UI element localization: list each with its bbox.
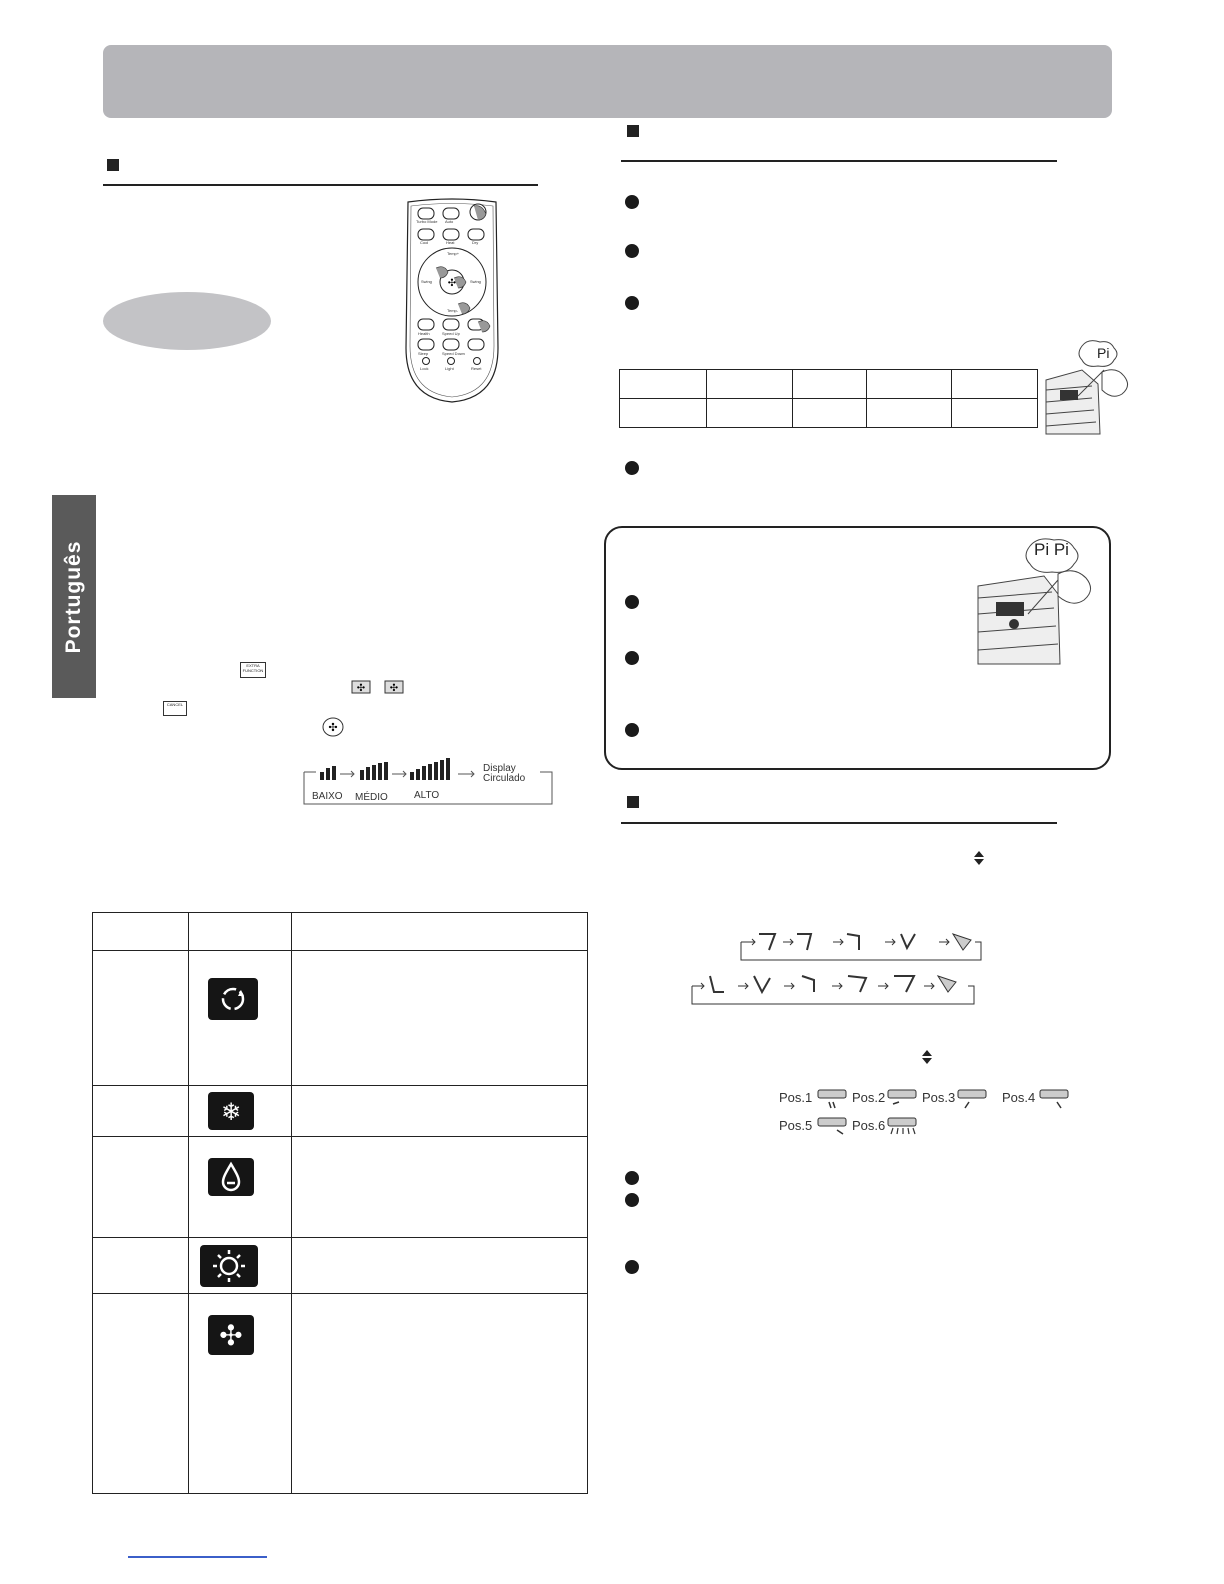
swing-updown-icon-2 [920, 1048, 934, 1066]
svg-text:❄: ❄ [220, 1098, 242, 1126]
fan-speed-high-label: ALTO [414, 790, 440, 801]
table-cell-description [292, 1238, 588, 1294]
louver-pos-5-label: Pos.5 [779, 1118, 813, 1133]
cool-mode-icon-drawing [208, 1092, 254, 1130]
table-row [93, 951, 588, 1086]
settings-table-row [620, 399, 1038, 428]
fan-speed-diagram [302, 756, 556, 808]
info-box [604, 526, 1111, 770]
dry-mode-icon [208, 1158, 254, 1196]
beep-pi-label: Pi [1097, 345, 1110, 361]
remote-auto-label: Auto [445, 219, 454, 224]
bullet-point [625, 1260, 639, 1274]
heat-mode-icon-drawing [200, 1245, 258, 1287]
section-marker-left [107, 159, 119, 171]
table-cell-description [292, 1137, 588, 1238]
table-header-cell-description [292, 913, 588, 951]
fan-speed-round-icon [322, 716, 344, 738]
section-marker-right-2 [627, 796, 639, 808]
bullet-point [625, 595, 639, 609]
remote-control-illustration [402, 198, 502, 403]
fan-icon-2 [384, 680, 404, 694]
louver-pos-2-drawing [887, 1088, 919, 1110]
mode-oval-label [103, 292, 271, 350]
dry-mode-icon-drawing [208, 1158, 254, 1196]
table-cell-description [292, 1294, 588, 1494]
bullet-point [625, 296, 639, 310]
remote-speed-up-label: Speed Up [442, 331, 460, 336]
beep-unit-illustration [1042, 340, 1142, 436]
swing-updown-icon-1 [972, 849, 986, 867]
remote-dry-label: Dry [472, 240, 479, 245]
louver-pos-6-drawing [887, 1116, 919, 1138]
mode-table [92, 912, 588, 1494]
page-header-bar [103, 45, 1112, 118]
louver-pos-5-icon [817, 1116, 849, 1138]
section-marker-right-1 [627, 125, 639, 137]
table-cell-description [292, 951, 588, 1086]
settings-table-cell [952, 399, 1038, 428]
remote-light-label: Light [445, 366, 454, 371]
remote-swing-left-label: Swing [421, 279, 432, 284]
table-cell-icon [189, 1294, 292, 1494]
louver-pos-4-drawing [1039, 1088, 1071, 1110]
svg-text:✣: ✣ [328, 721, 338, 734]
table-header-cell-mode [93, 913, 189, 951]
bullet-point [625, 1193, 639, 1207]
settings-table-cell [620, 370, 707, 399]
mode-table-header-row [93, 913, 588, 951]
table-row [93, 1238, 588, 1294]
swing-sequence-diagram-2 [688, 970, 978, 1008]
louver-pos-4-label: Pos.4 [1002, 1090, 1036, 1105]
remote-cool-label: Cool [420, 240, 429, 245]
info-box-unit-illustration [974, 534, 1096, 666]
table-header-cell-icon [189, 913, 292, 951]
auto-mode-icon [208, 978, 258, 1020]
bullet-point [625, 651, 639, 665]
language-label: Português [62, 540, 85, 653]
settings-table-cell [952, 370, 1038, 399]
swing-updown-icon-1-drawing [972, 849, 986, 867]
settings-table-cell [620, 399, 707, 428]
circulado-label: Circulado [483, 773, 526, 784]
table-cell-mode [93, 1086, 189, 1137]
language-side-tab [52, 495, 96, 698]
settings-table-row [620, 370, 1038, 399]
settings-table-cell [707, 399, 793, 428]
svg-text:✣: ✣ [356, 683, 366, 694]
table-cell-mode [93, 1294, 189, 1494]
fan-mode-icon [208, 1315, 254, 1355]
fan-speed-round-drawing [322, 716, 344, 738]
bullet-point [625, 195, 639, 209]
remote-sleep-label: Sleep [418, 351, 429, 356]
table-cell-icon [189, 951, 292, 1086]
louver-pos-4-icon [1039, 1088, 1071, 1110]
cool-mode-icon [208, 1092, 254, 1130]
table-cell-icon [189, 1086, 292, 1137]
louver-pos-6-label: Pos.6 [852, 1118, 886, 1133]
fan-speed-medium-label: MÉDIO [355, 792, 388, 803]
settings-table [619, 369, 1038, 428]
settings-table-cell [867, 399, 952, 428]
remote-speed-down-label: Speed Down [442, 351, 465, 356]
remote-temp-up-label: Temp+ [447, 251, 460, 256]
settings-table-cell [707, 370, 793, 399]
remote-health-label: Health [418, 331, 430, 336]
table-row [93, 1137, 588, 1238]
louver-pos-2-label: Pos.2 [852, 1090, 886, 1105]
table-cell-icon [189, 1238, 292, 1294]
louver-pos-2-icon [887, 1088, 919, 1110]
remote-control-drawing [402, 198, 502, 403]
remote-turbo-label: Turbo Mode [416, 219, 438, 224]
section-rule-right-1 [621, 160, 1057, 162]
settings-table-cell [793, 370, 867, 399]
louver-pos-1-drawing [817, 1088, 849, 1110]
beep-unit-drawing [1042, 340, 1142, 436]
louver-positions [779, 1088, 1079, 1148]
table-cell-mode [93, 1137, 189, 1238]
cancel-icon-text: CANCEL [166, 702, 184, 707]
louver-pos-6-icon [887, 1116, 919, 1138]
table-cell-icon [189, 1137, 292, 1238]
beep-pi-pi-label: Pi Pi [1034, 540, 1069, 559]
swing-sequence-2-drawing [688, 970, 978, 1008]
settings-table-cell [793, 399, 867, 428]
fan-icon-2-drawing [384, 680, 404, 694]
louver-pos-3-icon [957, 1088, 989, 1110]
remote-temp-down-label: Temp- [447, 308, 459, 313]
cancel-button-icon [163, 701, 187, 716]
svg-text:✣: ✣ [389, 683, 399, 694]
fan-icon-1 [351, 680, 371, 694]
remote-reset-label: Reset [471, 366, 482, 371]
remote-heat-label: Heat [446, 240, 455, 245]
table-cell-mode [93, 951, 189, 1086]
swing-sequence-1-drawing [735, 928, 985, 962]
table-row [93, 1086, 588, 1137]
auto-mode-icon-drawing [208, 978, 258, 1020]
section-rule-left [103, 184, 538, 186]
settings-table-cell [867, 370, 952, 399]
display-label: Display [483, 763, 516, 774]
louver-pos-1-icon [817, 1088, 849, 1110]
svg-text:✣: ✣ [219, 1319, 243, 1352]
louver-pos-3-label: Pos.3 [922, 1090, 956, 1105]
bullet-point [625, 723, 639, 737]
section-rule-right-2 [621, 822, 1057, 824]
fan-mode-icon-drawing [208, 1315, 254, 1355]
extra-function-icon-text: EXTRA FUNCTION [242, 663, 264, 673]
louver-pos-3-drawing [957, 1088, 989, 1110]
footer-link-underline [128, 1556, 267, 1558]
remote-swing-right-label: Swing [470, 279, 481, 284]
fan-speed-low-label: BAIXO [312, 791, 343, 802]
swing-updown-icon-2-drawing [920, 1048, 934, 1066]
table-row [93, 1294, 588, 1494]
bullet-point [625, 244, 639, 258]
table-cell-mode [93, 1238, 189, 1294]
swing-sequence-diagram-1 [735, 928, 985, 962]
heat-mode-icon [200, 1245, 258, 1287]
table-cell-description [292, 1086, 588, 1137]
louver-pos-5-drawing [817, 1116, 849, 1138]
svg-text:✣: ✣ [447, 278, 457, 289]
extra-function-button-icon [240, 662, 266, 678]
fan-icon-1-drawing [351, 680, 371, 694]
remote-lock-label: Lock [420, 366, 429, 371]
bullet-point [625, 461, 639, 475]
bullet-point [625, 1171, 639, 1185]
louver-pos-1-label: Pos.1 [779, 1090, 813, 1105]
